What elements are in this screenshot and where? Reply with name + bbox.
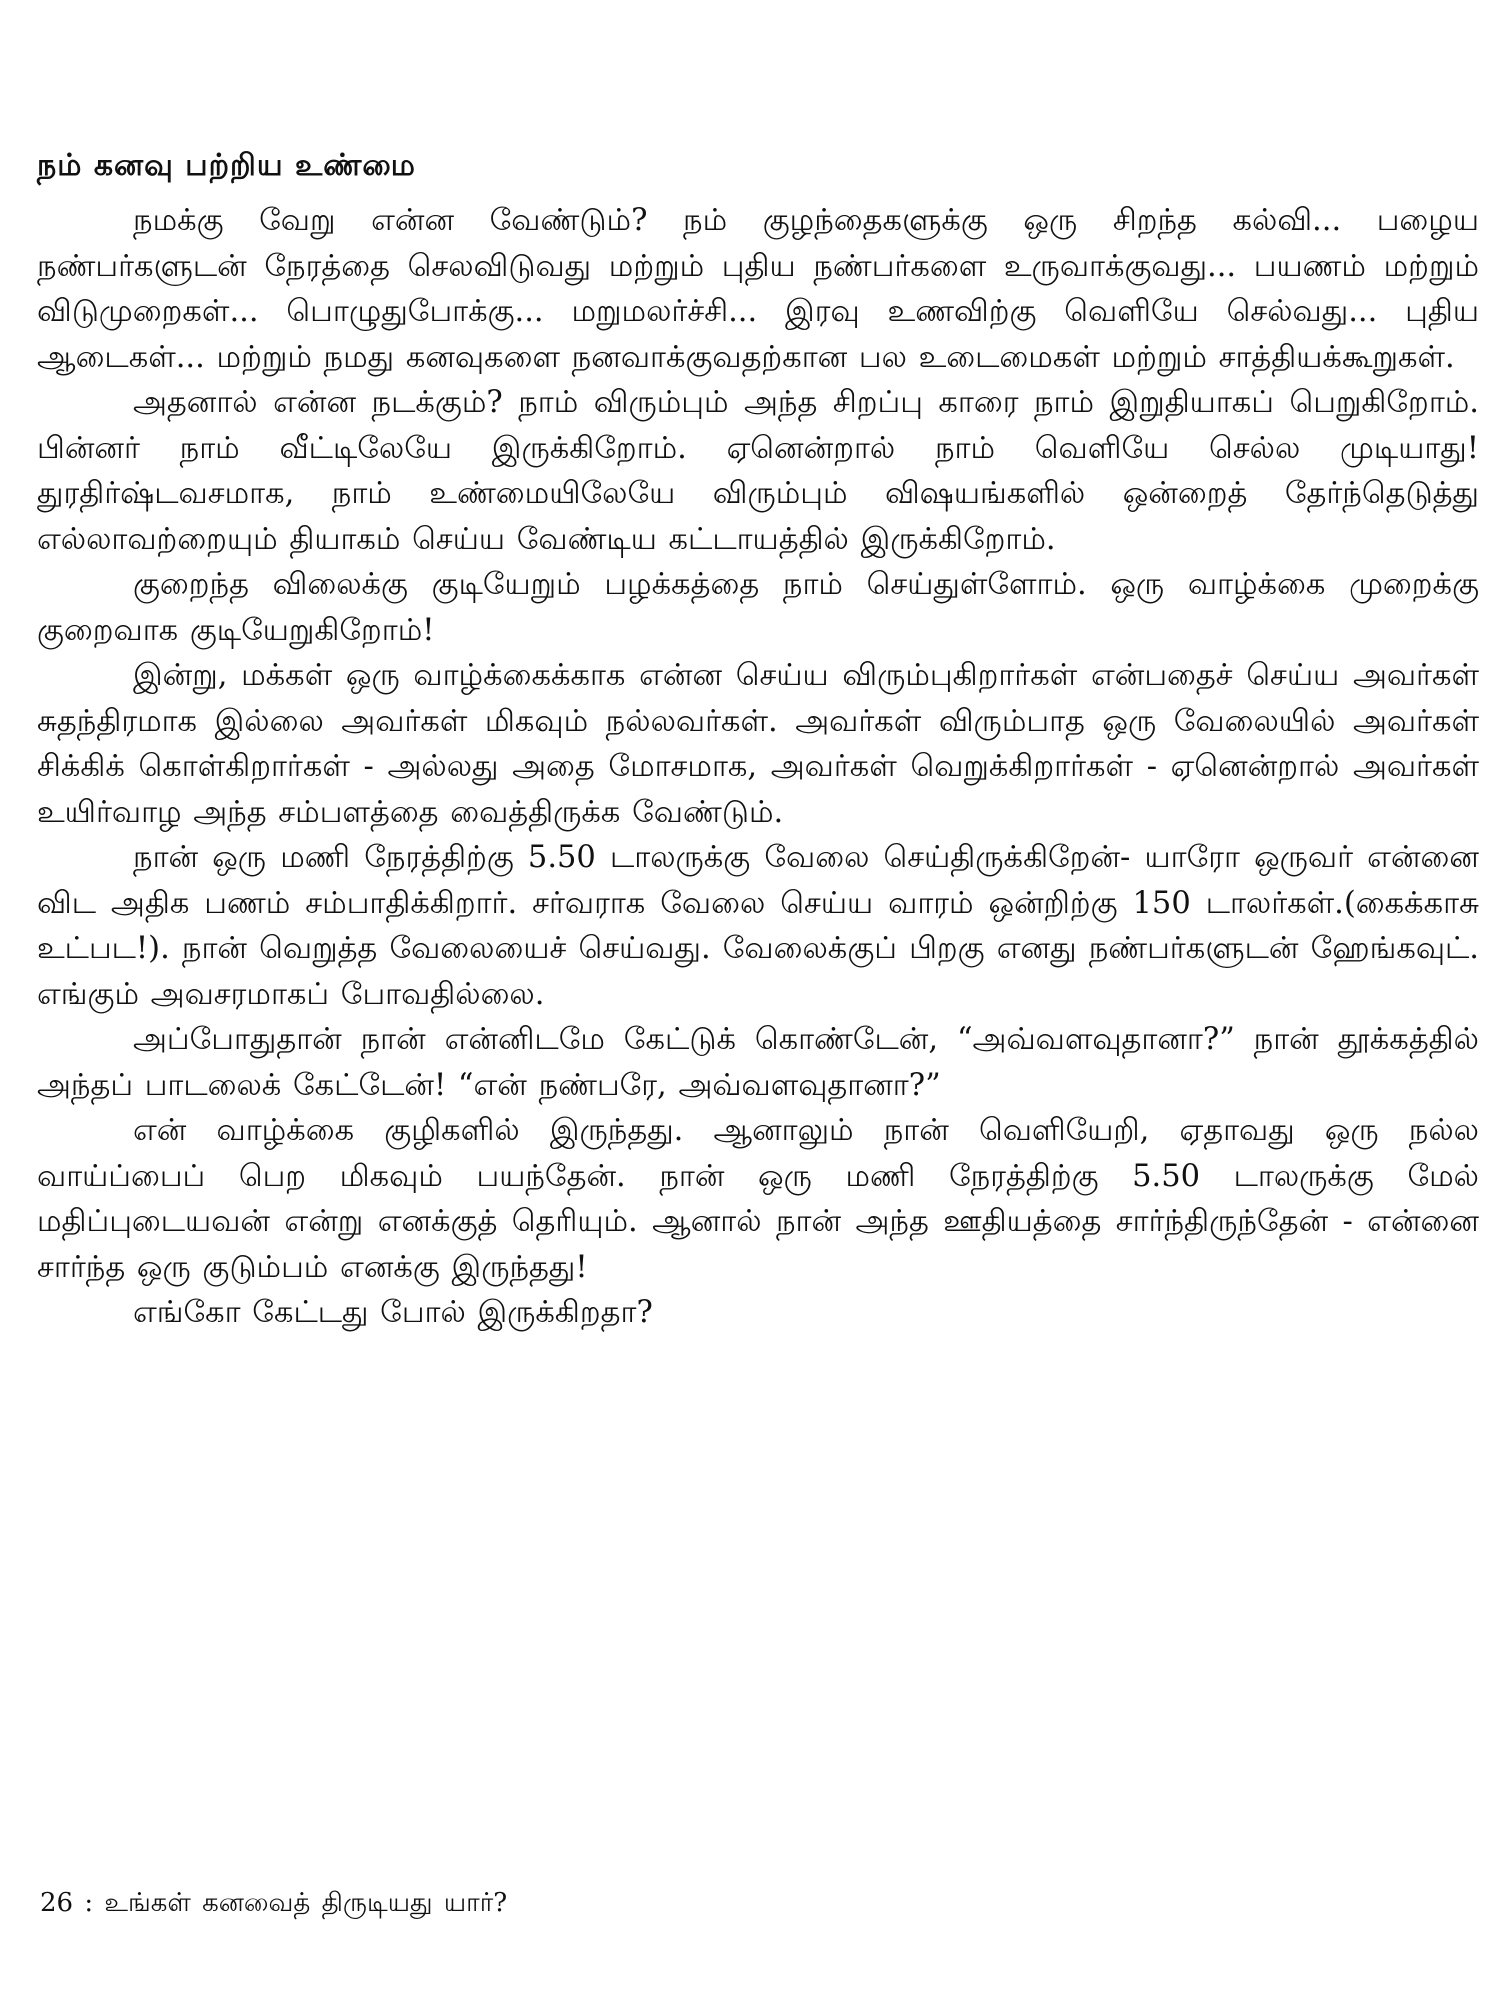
section-heading: நம் கனவு பற்றிய உண்மை <box>37 148 416 183</box>
paragraph-8: எங்கோ கேட்டது போல் இருக்கிறதா? <box>133 1295 653 1330</box>
paragraph-4: இன்று, மக்கள் ஒரு வாழ்க்கைக்காக என்ன செய்ய விரும்புகிறார்கள் என்பதைச் செய்ய அவர்கள் சுதந்திரமாக இல்லை அவர்கள் மிகவும் நல்லவர்கள். அவர்கள் விரும்பாத ஒரு வேலையில் அவர்கள் சிக்கிக் கொள்கிறார்கள் - அல்லது அதை மோசமாக, அவர்கள் வெறுக்கிறார்கள் - ஏனென்றால் அவர்கள் உயிர்வாழ அந்த சம்பளத்தை வைத்திருக்க வேண்டும். <box>37 658 1479 830</box>
paragraph-2: அதனால் என்ன நடக்கும்? நாம் விரும்பும் அந்த சிறப்பு காரை நாம் இறுதியாகப் பெறுகிறோம். பின்னர் நாம் வீட்டிலேயே இருக்கிறோம். ஏனென்றால் நாம் வெளியே செல்ல முடியாது! துரதிர்ஷ்டவசமாக, நாம் உண்மையிலேயே விரும்பும் விஷயங்களில் ஒன்றைத் தேர்ந்தெடுத்து எல்லாவற்றையும் தியாகம் செய்ய வேண்டிய கட்டாயத்தில் இருக்கிறோம். <box>37 385 1479 557</box>
paragraph-1: நமக்கு வேறு என்ன வேண்டும்? நம் குழந்தைகளுக்கு ஒரு சிறந்த கல்வி... பழைய நண்பர்களுடன் நேரத்தை செலவிடுவது மற்றும் புதிய நண்பர்களை உருவாக்குவது... பயணம் மற்றும் விடுமுறைகள்... பொழுதுபோக்கு... மறுமலர்ச்சி... இரவு உணவிற்கு வெளியே செல்வது... புதிய ஆடைகள்... மற்றும் நமது கனவுகளை நனவாக்குவதற்கான பல உடைமைகள் மற்றும் சாத்தியக்கூறுகள். <box>37 203 1479 375</box>
paragraph-5: நான் ஒரு மணி நேரத்திற்கு 5.50 டாலருக்கு வேலை செய்திருக்கிறேன்- யாரோ ஒருவர் என்னை விட அதிக பணம் சம்பாதிக்கிறார். சர்வராக வேலை செய்ய வாரம் ஒன்றிற்கு 150 டாலர்கள்.(கைக்காசு உட்பட!). நான் வெறுத்த வேலையைச் செய்வது. வேலைக்குப் பிறகு எனது நண்பர்களுடன் ஹேங்கவுட். எங்கும் அவசரமாகப் போவதில்லை. <box>37 840 1479 1012</box>
paragraph-3: குறைந்த விலைக்கு குடியேறும் பழக்கத்தை நாம் செய்துள்ளோம். ஒரு வாழ்க்கை முறைக்கு குறைவாக குடியேறுகிறோம்! <box>37 567 1479 648</box>
body-text <box>37 198 1479 1336</box>
paragraph-6: அப்போதுதான் நான் என்னிடமே கேட்டுக் கொண்டேன், “அவ்வளவுதானா?” நான் தூக்கத்தில் அந்தப் பாடலைக் கேட்டேன்! “என் நண்பரே, அவ்வளவுதானா?” <box>37 1022 1479 1103</box>
paragraph-7: என் வாழ்க்கை குழிகளில் இருந்தது. ஆனாலும் நான் வெளியேறி, ஏதாவது ஒரு நல்ல வாய்ப்பைப் பெற மிகவும் பயந்தேன். நான் ஒரு மணி நேரத்திற்கு 5.50 டாலருக்கு மேல் மதிப்புடையவன் என்று எனக்குத் தெரியும். ஆனால் நான் அந்த ஊதியத்தை சார்ந்திருந்தேன் - என்னை சார்ந்த ஒரு குடும்பம் எனக்கு இருந்தது! <box>37 1113 1479 1285</box>
page-footer: 26 : உங்கள் கனவைத் திருடியது யார்? <box>40 1888 508 1918</box>
